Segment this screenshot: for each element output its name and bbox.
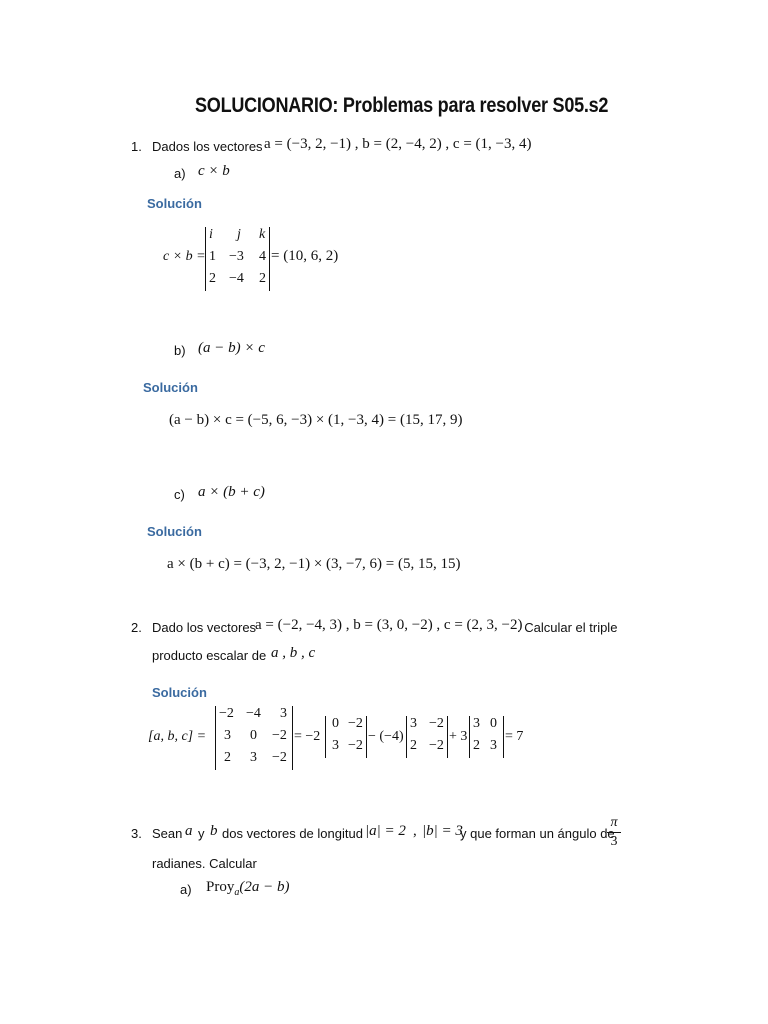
det-1a-matrix bbox=[205, 227, 270, 291]
problem-3-vector-b: b bbox=[210, 823, 218, 839]
det-1a-cell: −4 bbox=[229, 271, 244, 286]
problem-1b-label: b) bbox=[174, 343, 186, 358]
problem-3-intro: Sean bbox=[152, 826, 183, 841]
problem-1a-expr: c × b bbox=[198, 163, 230, 179]
det-2-coef-1: = −2 bbox=[294, 729, 321, 744]
det-1a-cell: 4 bbox=[259, 249, 266, 264]
minor-cell: −2 bbox=[429, 716, 444, 731]
minor-cell: 0 bbox=[490, 716, 497, 731]
problem-3-vector-a: a bbox=[185, 823, 193, 839]
det-1a-cell: −3 bbox=[229, 249, 244, 264]
problem-3a-label: a) bbox=[180, 882, 192, 897]
pi-denominator: 3 bbox=[610, 834, 618, 849]
problem-2-line2: producto escalar de bbox=[152, 648, 267, 663]
det-2-cell: 2 bbox=[224, 750, 231, 765]
problem-1c-label: c) bbox=[174, 487, 185, 502]
minor-cell: −2 bbox=[348, 716, 363, 731]
det-2-result: = 7 bbox=[505, 729, 524, 744]
solution-label-1c: Solución bbox=[147, 524, 202, 539]
pi-fraction bbox=[607, 815, 621, 850]
det-1a-cell: k bbox=[259, 227, 266, 242]
det-1a-cell: j bbox=[237, 227, 241, 242]
problem-3-comma: , bbox=[413, 823, 417, 839]
det-1a-cell: 1 bbox=[209, 249, 216, 264]
det-2-lhs: [a, b, c] = bbox=[148, 729, 207, 744]
proy-argument: (2a − b) bbox=[239, 879, 290, 895]
problem-3-y: y bbox=[198, 826, 205, 841]
minor-cell: 3 bbox=[490, 738, 497, 753]
det-2-matrix bbox=[215, 706, 293, 770]
minor-2 bbox=[406, 716, 448, 758]
proy-text: Proy bbox=[206, 879, 235, 895]
problem-1-vectors: a = (−3, 2, −1) , b = (2, −4, 2) , c = (1, −3, 4) bbox=[264, 136, 532, 152]
problem-2-intro: Dado los vectores bbox=[152, 620, 257, 635]
solution-1c: a × (b + c) = (−3, 2, −1) × (3, −7, 6) = (5, 15, 15) bbox=[167, 556, 461, 572]
det-2-coef-2: − (−4) bbox=[368, 729, 404, 744]
det-1a-result: = (10, 6, 2) bbox=[271, 248, 339, 264]
pi-numerator: π bbox=[610, 815, 618, 830]
problem-3-line2: radianes. Calcular bbox=[152, 856, 257, 871]
minor-cell: −2 bbox=[429, 738, 444, 753]
solution-label-1a: Solución bbox=[147, 196, 202, 211]
problem-1a-label: a) bbox=[174, 166, 186, 181]
solution-label-1b: Solución bbox=[143, 380, 198, 395]
det-2-cell: 0 bbox=[250, 728, 257, 743]
det-2-cell: −2 bbox=[219, 706, 234, 721]
problem-1-number: 1. bbox=[131, 139, 142, 154]
solution-label-2: Solución bbox=[152, 685, 207, 700]
problem-3a-expr bbox=[206, 879, 289, 898]
det-2-cell: −4 bbox=[246, 706, 261, 721]
problem-1c-expr: a × (b + c) bbox=[198, 484, 265, 500]
problem-2-line2-vectors: a , b , c bbox=[271, 645, 316, 661]
det-1a-cell: i bbox=[209, 227, 213, 242]
det-2-cell: 3 bbox=[250, 750, 257, 765]
problem-2-vectors: a = (−2, −4, 3) , b = (3, 0, −2) , c = (2, 3, −2) bbox=[255, 617, 523, 633]
problem-2-number: 2. bbox=[131, 620, 142, 635]
det-1a-lhs: c × b = bbox=[163, 249, 206, 264]
problem-3-norm-a: |a| = 2 bbox=[365, 823, 406, 839]
minor-cell: 0 bbox=[332, 716, 339, 731]
problem-3-number: 3. bbox=[131, 826, 142, 841]
fraction-bar bbox=[607, 832, 621, 833]
det-2-cell: −2 bbox=[272, 728, 287, 743]
problem-2-tail: . Calcular el triple bbox=[517, 620, 618, 635]
minor-cell: 3 bbox=[332, 738, 339, 753]
minor-cell: 2 bbox=[410, 738, 417, 753]
minor-cell: 2 bbox=[473, 738, 480, 753]
det-1a-cell: 2 bbox=[209, 271, 216, 286]
problem-3-tail: y que forman un ángulo de bbox=[460, 826, 615, 841]
det-2-coef-3: + 3 bbox=[449, 729, 468, 744]
problem-3-mid: dos vectores de longitud bbox=[222, 826, 363, 841]
problem-3-norm-b: |b| = 3 bbox=[422, 823, 463, 839]
problem-1-intro: Dados los vectores bbox=[152, 139, 263, 154]
minor-cell: 3 bbox=[473, 716, 480, 731]
minor-3 bbox=[469, 716, 504, 758]
det-2-cell: 3 bbox=[224, 728, 231, 743]
problem-1b-expr: (a − b) × c bbox=[198, 340, 265, 356]
minor-cell: −2 bbox=[348, 738, 363, 753]
solution-1b: (a − b) × c = (−5, 6, −3) × (1, −3, 4) = (15, 17, 9) bbox=[169, 412, 463, 428]
proy-subscript: a bbox=[234, 887, 240, 898]
det-1a-cell: 2 bbox=[259, 271, 266, 286]
minor-cell: 3 bbox=[410, 716, 417, 731]
det-2-cell: 3 bbox=[280, 706, 287, 721]
page-title: SOLUCIONARIO: Problemas para resolver S05.s2 bbox=[195, 94, 609, 117]
det-2-cell: −2 bbox=[272, 750, 287, 765]
minor-1 bbox=[325, 716, 367, 758]
